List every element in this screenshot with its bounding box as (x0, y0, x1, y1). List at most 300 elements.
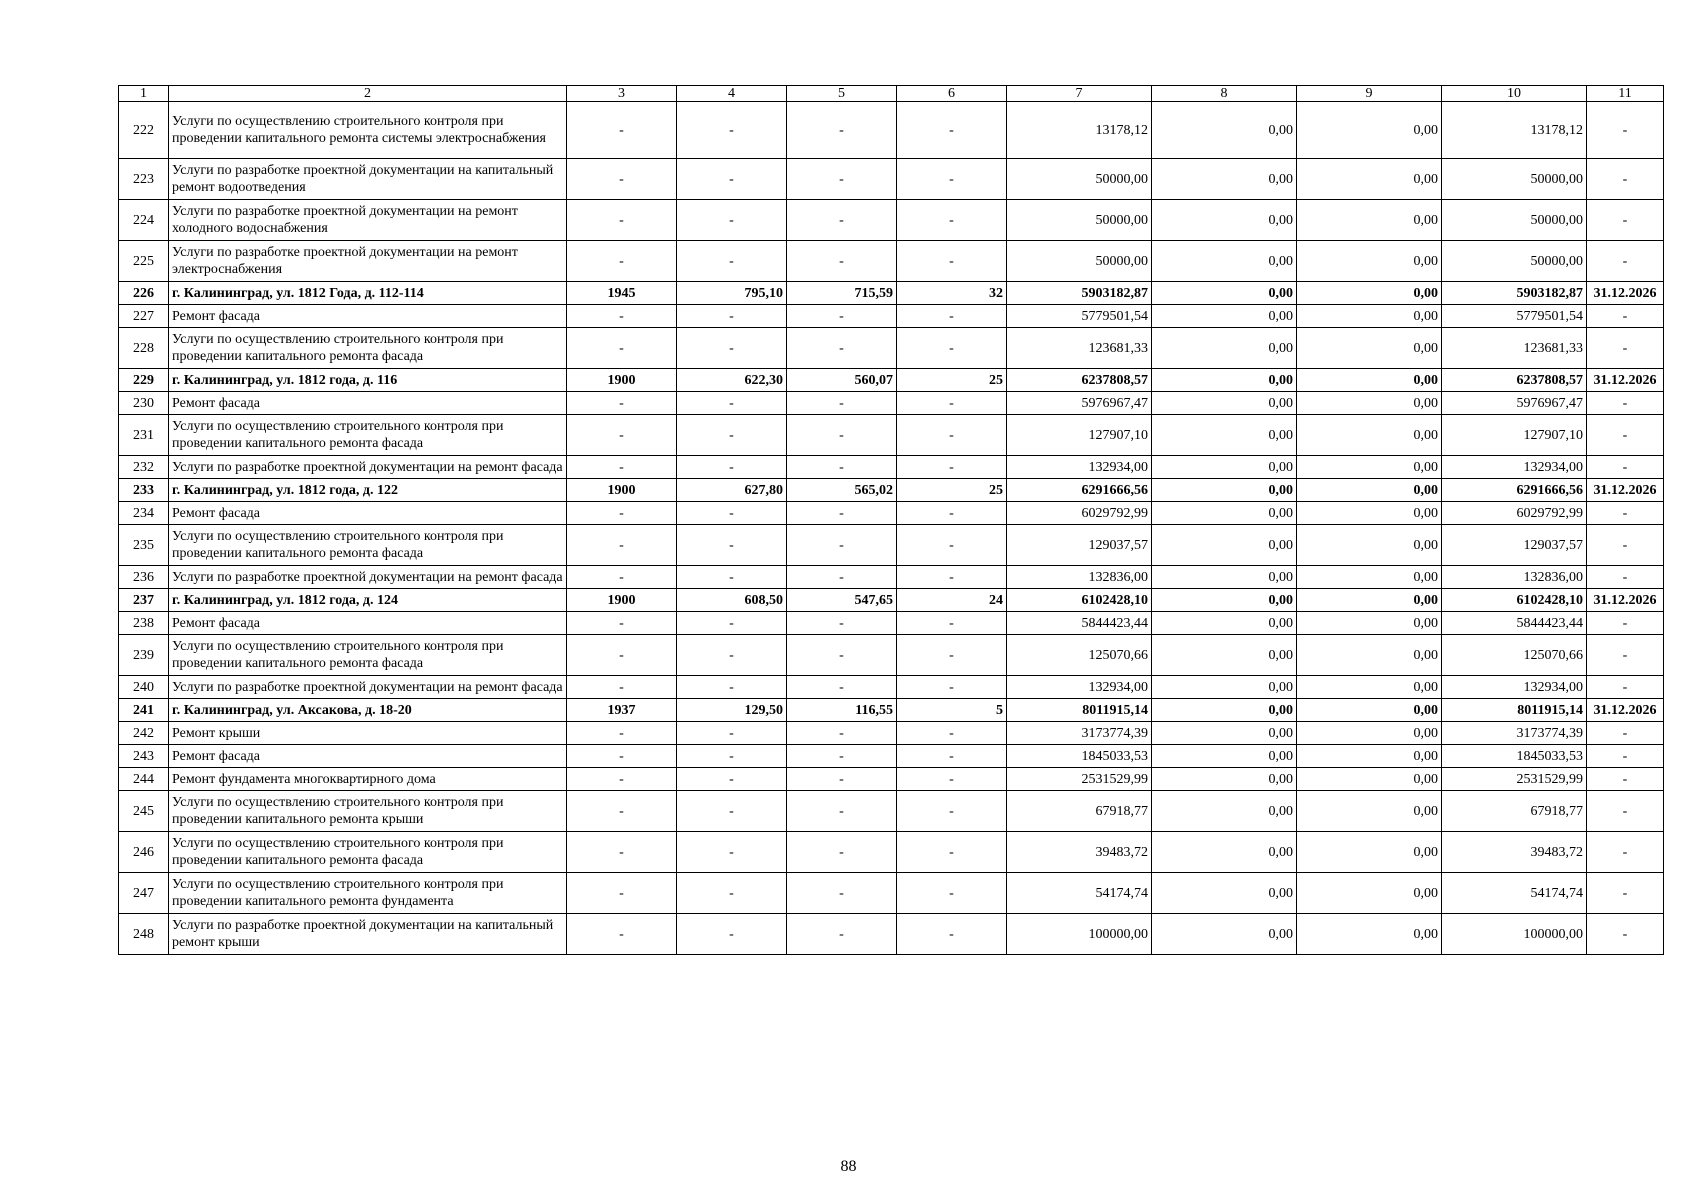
col5-cell: - (787, 525, 897, 566)
col7-amount-cell: 132934,00 (1007, 676, 1152, 699)
col8-amount-cell: 0,00 (1152, 159, 1297, 200)
row-number-cell: 238 (119, 612, 169, 635)
work-description-cell: Услуги по осуществлению строительного контроля при проведении капитального ремонта фасада (169, 525, 567, 566)
col4-cell: 627,80 (677, 479, 787, 502)
col10-amount-cell: 6291666,56 (1442, 479, 1587, 502)
col4-cell: - (677, 525, 787, 566)
col11-cell: - (1587, 159, 1664, 200)
work-item-row (119, 914, 1664, 955)
col6-cell: - (897, 456, 1007, 479)
col5-cell: - (787, 328, 897, 369)
col10-amount-cell: 3173774,39 (1442, 722, 1587, 745)
col8-amount-cell: 0,00 (1152, 914, 1297, 955)
col8-amount-cell: 0,00 (1152, 456, 1297, 479)
row-number-cell: 242 (119, 722, 169, 745)
col7-amount-cell: 125070,66 (1007, 635, 1152, 676)
col3-cell: - (567, 832, 677, 873)
col4-cell: - (677, 328, 787, 369)
col4-cell: - (677, 159, 787, 200)
col8-amount-cell: 0,00 (1152, 369, 1297, 392)
col10-amount-cell: 67918,77 (1442, 791, 1587, 832)
row-number-cell: 227 (119, 305, 169, 328)
col5-cell: - (787, 102, 897, 159)
col8-amount-cell: 0,00 (1152, 791, 1297, 832)
col11-cell: - (1587, 456, 1664, 479)
work-item-row (119, 241, 1664, 282)
col9-amount-cell: 0,00 (1297, 676, 1442, 699)
col7-amount-cell: 50000,00 (1007, 241, 1152, 282)
col7-amount-cell: 13178,12 (1007, 102, 1152, 159)
row-number-cell: 236 (119, 566, 169, 589)
row-number-cell: 244 (119, 768, 169, 791)
col4-cell: - (677, 722, 787, 745)
col4-cell: - (677, 745, 787, 768)
col7-amount-cell: 127907,10 (1007, 415, 1152, 456)
col10-amount-cell: 5976967,47 (1442, 392, 1587, 415)
row-number-cell: 230 (119, 392, 169, 415)
col10-amount-cell: 50000,00 (1442, 241, 1587, 282)
col10-amount-cell: 50000,00 (1442, 200, 1587, 241)
col8-amount-cell: 0,00 (1152, 328, 1297, 369)
col8-amount-cell: 0,00 (1152, 479, 1297, 502)
work-description-cell: г. Калининград, ул. 1812 года, д. 124 (169, 589, 567, 612)
work-description-cell: Услуги по разработке проектной документации на капитальный ремонт крыши (169, 914, 567, 955)
col3-cell: - (567, 159, 677, 200)
col6-cell: - (897, 305, 1007, 328)
col4-cell: - (677, 612, 787, 635)
col9-amount-cell: 0,00 (1297, 745, 1442, 768)
col4-cell: 622,30 (677, 369, 787, 392)
col9-amount-cell: 0,00 (1297, 832, 1442, 873)
col4-cell: 608,50 (677, 589, 787, 612)
col4-cell: - (677, 832, 787, 873)
page-number: 88 (840, 1158, 857, 1175)
row-number-cell: 224 (119, 200, 169, 241)
address-row (119, 282, 1664, 305)
row-number-cell: 228 (119, 328, 169, 369)
col-header-7: 7 (1007, 86, 1152, 102)
col11-cell: 31.12.2026 (1587, 479, 1664, 502)
col7-amount-cell: 100000,00 (1007, 914, 1152, 955)
col9-amount-cell: 0,00 (1297, 612, 1442, 635)
col7-amount-cell: 8011915,14 (1007, 699, 1152, 722)
work-item-row (119, 832, 1664, 873)
col11-cell: - (1587, 722, 1664, 745)
col9-amount-cell: 0,00 (1297, 791, 1442, 832)
row-number-cell: 229 (119, 369, 169, 392)
col8-amount-cell: 0,00 (1152, 589, 1297, 612)
col7-amount-cell: 5779501,54 (1007, 305, 1152, 328)
row-number-cell: 231 (119, 415, 169, 456)
col9-amount-cell: 0,00 (1297, 305, 1442, 328)
work-item-row (119, 456, 1664, 479)
col8-amount-cell: 0,00 (1152, 241, 1297, 282)
work-description-cell: Ремонт фасада (169, 392, 567, 415)
col3-cell: - (567, 566, 677, 589)
col6-cell: - (897, 722, 1007, 745)
col5-cell: - (787, 566, 897, 589)
col3-cell: - (567, 102, 677, 159)
col11-cell: - (1587, 566, 1664, 589)
col6-cell: - (897, 612, 1007, 635)
col4-cell: - (677, 456, 787, 479)
col11-cell: - (1587, 502, 1664, 525)
col11-cell: 31.12.2026 (1587, 282, 1664, 305)
col4-cell: - (677, 200, 787, 241)
col9-amount-cell: 0,00 (1297, 566, 1442, 589)
work-item-row (119, 305, 1664, 328)
col10-amount-cell: 123681,33 (1442, 328, 1587, 369)
work-item-row (119, 525, 1664, 566)
col6-cell: - (897, 832, 1007, 873)
col6-cell: - (897, 873, 1007, 914)
col8-amount-cell: 0,00 (1152, 612, 1297, 635)
work-item-row (119, 676, 1664, 699)
col5-cell: - (787, 502, 897, 525)
col8-amount-cell: 0,00 (1152, 676, 1297, 699)
work-description-cell: Ремонт фасада (169, 502, 567, 525)
work-item-row (119, 392, 1664, 415)
col7-amount-cell: 5844423,44 (1007, 612, 1152, 635)
col5-cell: - (787, 241, 897, 282)
col10-amount-cell: 50000,00 (1442, 159, 1587, 200)
col6-cell: 24 (897, 589, 1007, 612)
col5-cell: - (787, 200, 897, 241)
col6-cell: - (897, 635, 1007, 676)
document-page (118, 85, 1663, 955)
col6-cell: - (897, 791, 1007, 832)
col8-amount-cell: 0,00 (1152, 502, 1297, 525)
col-header-2: 2 (169, 86, 567, 102)
col4-cell: - (677, 635, 787, 676)
work-description-cell: Ремонт крыши (169, 722, 567, 745)
col6-cell: - (897, 102, 1007, 159)
col9-amount-cell: 0,00 (1297, 589, 1442, 612)
col7-amount-cell: 50000,00 (1007, 159, 1152, 200)
col10-amount-cell: 132934,00 (1442, 676, 1587, 699)
col11-cell: 31.12.2026 (1587, 699, 1664, 722)
col9-amount-cell: 0,00 (1297, 392, 1442, 415)
col6-cell: - (897, 502, 1007, 525)
col-header-5: 5 (787, 86, 897, 102)
col4-cell: 129,50 (677, 699, 787, 722)
col5-cell: - (787, 722, 897, 745)
col11-cell: 31.12.2026 (1587, 369, 1664, 392)
col10-amount-cell: 6102428,10 (1442, 589, 1587, 612)
col3-cell: - (567, 768, 677, 791)
col7-amount-cell: 6237808,57 (1007, 369, 1152, 392)
col9-amount-cell: 0,00 (1297, 369, 1442, 392)
col5-cell: 715,59 (787, 282, 897, 305)
col8-amount-cell: 0,00 (1152, 566, 1297, 589)
col7-amount-cell: 3173774,39 (1007, 722, 1152, 745)
col6-cell: 25 (897, 369, 1007, 392)
col6-cell: - (897, 159, 1007, 200)
col5-cell: - (787, 305, 897, 328)
col4-cell: - (677, 768, 787, 791)
col5-cell: - (787, 392, 897, 415)
col7-amount-cell: 67918,77 (1007, 791, 1152, 832)
col10-amount-cell: 6237808,57 (1442, 369, 1587, 392)
work-item-row (119, 873, 1664, 914)
col8-amount-cell: 0,00 (1152, 745, 1297, 768)
col-header-11: 11 (1587, 86, 1664, 102)
col3-cell: - (567, 392, 677, 415)
col7-amount-cell: 6029792,99 (1007, 502, 1152, 525)
col3-cell: 1900 (567, 369, 677, 392)
col10-amount-cell: 5903182,87 (1442, 282, 1587, 305)
col10-amount-cell: 39483,72 (1442, 832, 1587, 873)
col7-amount-cell: 50000,00 (1007, 200, 1152, 241)
col7-amount-cell: 5976967,47 (1007, 392, 1152, 415)
work-item-row (119, 102, 1664, 159)
address-row (119, 479, 1664, 502)
col11-cell: - (1587, 392, 1664, 415)
row-number-cell: 246 (119, 832, 169, 873)
row-number-cell: 234 (119, 502, 169, 525)
work-description-cell: г. Калининград, ул. 1812 года, д. 116 (169, 369, 567, 392)
col4-cell: 795,10 (677, 282, 787, 305)
col5-cell: 565,02 (787, 479, 897, 502)
col6-cell: - (897, 914, 1007, 955)
col3-cell: - (567, 676, 677, 699)
col3-cell: - (567, 525, 677, 566)
col8-amount-cell: 0,00 (1152, 282, 1297, 305)
work-description-cell: Услуги по разработке проектной документации на ремонт электроснабжения (169, 241, 567, 282)
col4-cell: - (677, 415, 787, 456)
col7-amount-cell: 2531529,99 (1007, 768, 1152, 791)
col4-cell: - (677, 392, 787, 415)
col10-amount-cell: 129037,57 (1442, 525, 1587, 566)
col10-amount-cell: 5844423,44 (1442, 612, 1587, 635)
col11-cell: - (1587, 102, 1664, 159)
col5-cell: - (787, 676, 897, 699)
col9-amount-cell: 0,00 (1297, 102, 1442, 159)
col5-cell: 116,55 (787, 699, 897, 722)
work-item-row (119, 159, 1664, 200)
col3-cell: 1900 (567, 479, 677, 502)
col11-cell: - (1587, 832, 1664, 873)
col8-amount-cell: 0,00 (1152, 102, 1297, 159)
col3-cell: - (567, 722, 677, 745)
col-header-6: 6 (897, 86, 1007, 102)
col8-amount-cell: 0,00 (1152, 699, 1297, 722)
col6-cell: 5 (897, 699, 1007, 722)
col6-cell: - (897, 768, 1007, 791)
row-number-cell: 239 (119, 635, 169, 676)
col11-cell: - (1587, 635, 1664, 676)
col9-amount-cell: 0,00 (1297, 415, 1442, 456)
col5-cell: - (787, 635, 897, 676)
col9-amount-cell: 0,00 (1297, 479, 1442, 502)
col8-amount-cell: 0,00 (1152, 200, 1297, 241)
col3-cell: - (567, 241, 677, 282)
col6-cell: - (897, 392, 1007, 415)
col7-amount-cell: 39483,72 (1007, 832, 1152, 873)
col5-cell: 560,07 (787, 369, 897, 392)
col10-amount-cell: 132836,00 (1442, 566, 1587, 589)
col5-cell: - (787, 832, 897, 873)
row-number-cell: 243 (119, 745, 169, 768)
work-description-cell: Услуги по осуществлению строительного контроля при проведении капитального ремонта крыши (169, 791, 567, 832)
work-description-cell: г. Калининград, ул. Аксакова, д. 18-20 (169, 699, 567, 722)
col9-amount-cell: 0,00 (1297, 159, 1442, 200)
col11-cell: - (1587, 612, 1664, 635)
col5-cell: - (787, 456, 897, 479)
col3-cell: - (567, 328, 677, 369)
row-number-cell: 225 (119, 241, 169, 282)
row-number-cell: 226 (119, 282, 169, 305)
work-item-row (119, 502, 1664, 525)
col10-amount-cell: 1845033,53 (1442, 745, 1587, 768)
col10-amount-cell: 13178,12 (1442, 102, 1587, 159)
work-description-cell: Услуги по разработке проектной документации на ремонт фасада (169, 456, 567, 479)
work-description-cell: Услуги по разработке проектной документации на капитальный ремонт водоотведения (169, 159, 567, 200)
work-description-cell: г. Калининград, ул. 1812 года, д. 122 (169, 479, 567, 502)
col4-cell: - (677, 873, 787, 914)
col4-cell: - (677, 566, 787, 589)
col8-amount-cell: 0,00 (1152, 635, 1297, 676)
col-header-8: 8 (1152, 86, 1297, 102)
col6-cell: - (897, 241, 1007, 282)
col5-cell: - (787, 914, 897, 955)
col10-amount-cell: 127907,10 (1442, 415, 1587, 456)
col9-amount-cell: 0,00 (1297, 456, 1442, 479)
col9-amount-cell: 0,00 (1297, 282, 1442, 305)
col-header-3: 3 (567, 86, 677, 102)
col5-cell: - (787, 415, 897, 456)
col11-cell: 31.12.2026 (1587, 589, 1664, 612)
col5-cell: - (787, 745, 897, 768)
work-item-row (119, 768, 1664, 791)
col8-amount-cell: 0,00 (1152, 305, 1297, 328)
col10-amount-cell: 2531529,99 (1442, 768, 1587, 791)
col11-cell: - (1587, 873, 1664, 914)
col5-cell: 547,65 (787, 589, 897, 612)
col9-amount-cell: 0,00 (1297, 241, 1442, 282)
col3-cell: 1945 (567, 282, 677, 305)
col9-amount-cell: 0,00 (1297, 635, 1442, 676)
col7-amount-cell: 5903182,87 (1007, 282, 1152, 305)
row-number-cell: 237 (119, 589, 169, 612)
work-description-cell: Услуги по осуществлению строительного контроля при проведении капитального ремонта фасада (169, 415, 567, 456)
col3-cell: - (567, 200, 677, 241)
work-description-cell: Услуги по разработке проектной документации на ремонт фасада (169, 676, 567, 699)
work-item-row (119, 722, 1664, 745)
col10-amount-cell: 100000,00 (1442, 914, 1587, 955)
work-item-row (119, 566, 1664, 589)
work-description-cell: г. Калининград, ул. 1812 Года, д. 112-114 (169, 282, 567, 305)
col11-cell: - (1587, 676, 1664, 699)
work-description-cell: Услуги по осуществлению строительного контроля при проведении капитального ремонта фасада (169, 832, 567, 873)
col6-cell: - (897, 525, 1007, 566)
col4-cell: - (677, 241, 787, 282)
work-description-cell: Ремонт фасада (169, 745, 567, 768)
col9-amount-cell: 0,00 (1297, 328, 1442, 369)
work-description-cell: Услуги по осуществлению строительного контроля при проведении капитального ремонта фундамента (169, 873, 567, 914)
col11-cell: - (1587, 241, 1664, 282)
row-number-cell: 247 (119, 873, 169, 914)
col4-cell: - (677, 502, 787, 525)
col10-amount-cell: 5779501,54 (1442, 305, 1587, 328)
col6-cell: - (897, 200, 1007, 241)
col-header-1: 1 (119, 86, 169, 102)
col7-amount-cell: 132836,00 (1007, 566, 1152, 589)
col7-amount-cell: 132934,00 (1007, 456, 1152, 479)
col3-cell: - (567, 502, 677, 525)
col9-amount-cell: 0,00 (1297, 873, 1442, 914)
col11-cell: - (1587, 791, 1664, 832)
col4-cell: - (677, 305, 787, 328)
col8-amount-cell: 0,00 (1152, 768, 1297, 791)
col7-amount-cell: 6102428,10 (1007, 589, 1152, 612)
col11-cell: - (1587, 914, 1664, 955)
col8-amount-cell: 0,00 (1152, 832, 1297, 873)
col11-cell: - (1587, 328, 1664, 369)
col6-cell: - (897, 566, 1007, 589)
col3-cell: - (567, 456, 677, 479)
col-header-9: 9 (1297, 86, 1442, 102)
address-row (119, 589, 1664, 612)
work-description-cell: Ремонт фасада (169, 612, 567, 635)
col11-cell: - (1587, 200, 1664, 241)
col5-cell: - (787, 768, 897, 791)
col10-amount-cell: 8011915,14 (1442, 699, 1587, 722)
row-number-cell: 248 (119, 914, 169, 955)
work-description-cell: Ремонт фундамента многоквартирного дома (169, 768, 567, 791)
work-description-cell: Услуги по разработке проектной документации на ремонт фасада (169, 566, 567, 589)
col3-cell: - (567, 415, 677, 456)
col9-amount-cell: 0,00 (1297, 722, 1442, 745)
work-item-row (119, 612, 1664, 635)
col10-amount-cell: 132934,00 (1442, 456, 1587, 479)
col5-cell: - (787, 612, 897, 635)
row-number-cell: 223 (119, 159, 169, 200)
work-description-cell: Услуги по осуществлению строительного контроля при проведении капитального ремонта системы электроснабжения (169, 102, 567, 159)
col3-cell: - (567, 305, 677, 328)
col6-cell: - (897, 415, 1007, 456)
work-item-row (119, 745, 1664, 768)
col6-cell: 25 (897, 479, 1007, 502)
col7-amount-cell: 6291666,56 (1007, 479, 1152, 502)
work-description-cell: Услуги по осуществлению строительного контроля при проведении капитального ремонта фасада (169, 635, 567, 676)
row-number-cell: 241 (119, 699, 169, 722)
address-row (119, 699, 1664, 722)
col10-amount-cell: 54174,74 (1442, 873, 1587, 914)
row-number-cell: 232 (119, 456, 169, 479)
col7-amount-cell: 1845033,53 (1007, 745, 1152, 768)
col3-cell: - (567, 791, 677, 832)
work-description-cell: Услуги по разработке проектной документации на ремонт холодного водоснабжения (169, 200, 567, 241)
col3-cell: - (567, 873, 677, 914)
row-number-cell: 222 (119, 102, 169, 159)
col11-cell: - (1587, 305, 1664, 328)
col8-amount-cell: 0,00 (1152, 525, 1297, 566)
col3-cell: 1900 (567, 589, 677, 612)
col7-amount-cell: 129037,57 (1007, 525, 1152, 566)
col-header-4: 4 (677, 86, 787, 102)
row-number-cell: 245 (119, 791, 169, 832)
col9-amount-cell: 0,00 (1297, 914, 1442, 955)
work-item-row (119, 200, 1664, 241)
column-number-header-row (119, 86, 1664, 102)
row-number-cell: 235 (119, 525, 169, 566)
work-description-cell: Ремонт фасада (169, 305, 567, 328)
work-item-row (119, 791, 1664, 832)
register-table (118, 85, 1664, 955)
work-item-row (119, 635, 1664, 676)
col9-amount-cell: 0,00 (1297, 502, 1442, 525)
